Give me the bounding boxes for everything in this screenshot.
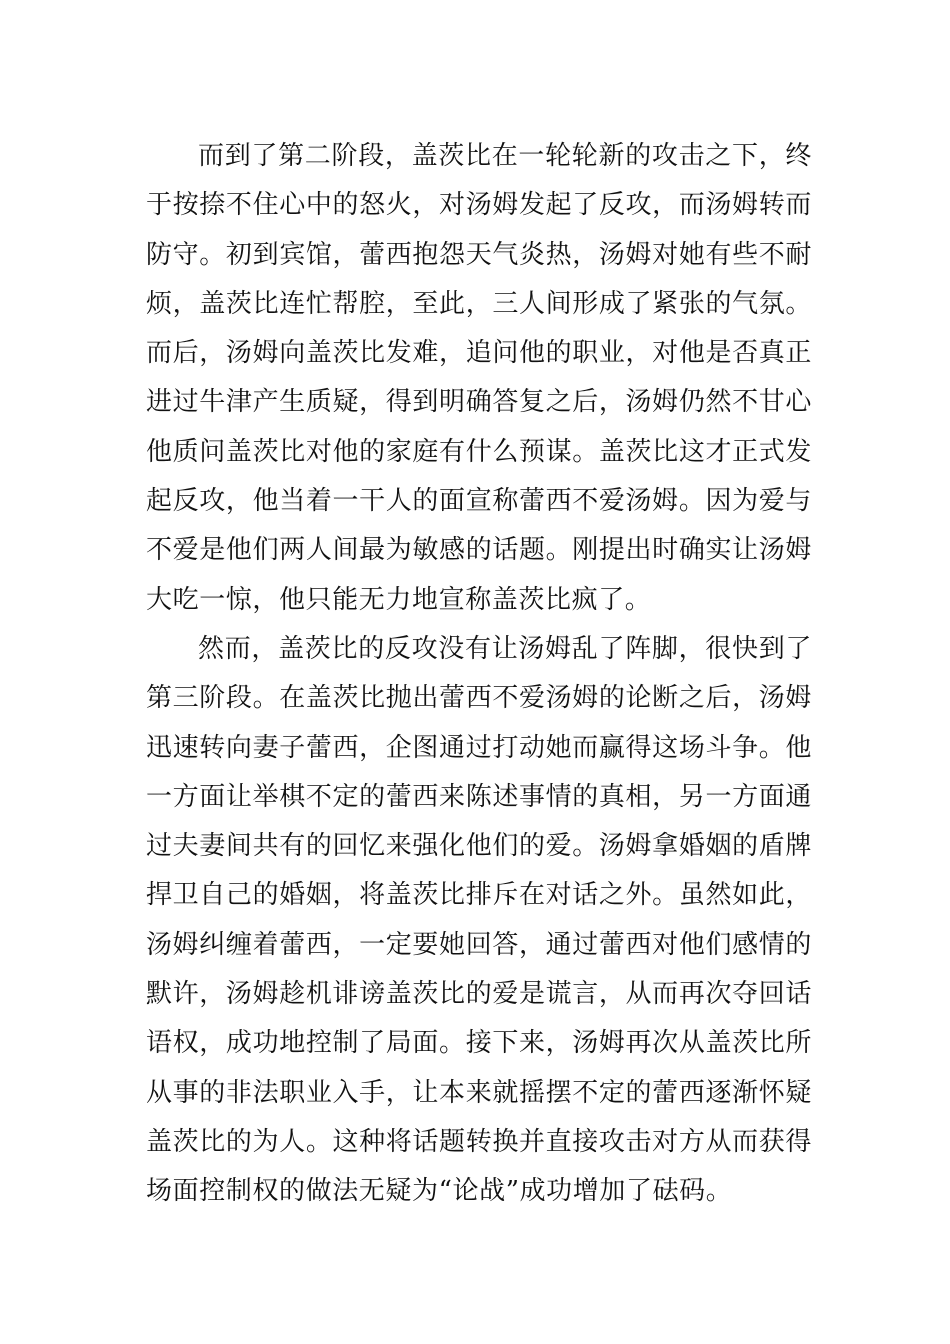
text-line: 语权，成功地控制了局面。接下来，汤姆再次从盖茨比所 <box>146 1028 812 1059</box>
body-text <box>146 132 812 1217</box>
text-line: 迅速转向妻子蕾西，企图通过打动她而赢得这场斗争。他 <box>146 732 812 763</box>
text-line: 烦，盖茨比连忙帮腔，至此，三人间形成了紧张的气氛。 <box>146 288 812 319</box>
text-line: 他质问盖茨比对他的家庭有什么预谋。盖茨比这才正式发 <box>146 436 812 467</box>
text-line: 捍卫自己的婚姻，将盖茨比排斥在对话之外。虽然如此， <box>146 880 812 911</box>
text-line: 过夫妻间共有的回忆来强化他们的爱。汤姆拿婚姻的盾牌 <box>146 831 812 862</box>
text-line: 不爱是他们两人间最为敏感的话题。刚提出时确实让汤姆 <box>146 535 812 566</box>
paragraph-2 <box>146 625 812 1217</box>
text-line: 大吃一惊，他只能无力地宣称盖茨比疯了。 <box>146 584 652 615</box>
text-line: 默许，汤姆趁机诽谤盖茨比的爱是谎言，从而再次夺回话 <box>146 979 812 1010</box>
text-line: 然而，盖茨比的反攻没有让汤姆乱了阵脚，很快到了 <box>198 633 812 664</box>
text-line: 进过牛津产生质疑，得到明确答复之后，汤姆仍然不甘心 <box>146 387 812 418</box>
text-line: 而到了第二阶段，盖茨比在一轮轮新的攻击之下，终 <box>198 141 812 171</box>
text-line: 场面控制权的做法无疑为“论战”成功增加了砝码。 <box>146 1176 733 1207</box>
paragraph-1 <box>146 132 812 625</box>
text-line: 一方面让举棋不定的蕾西来陈述事情的真相，另一方面通 <box>146 781 812 812</box>
text-line: 第三阶段。在盖茨比抛出蕾西不爱汤姆的论断之后，汤姆 <box>146 683 812 714</box>
text-line: 从事的非法职业入手，让本来就摇摆不定的蕾西逐渐怀疑 <box>146 1077 812 1108</box>
text-line: 于按捺不住心中的怒火，对汤姆发起了反攻，而汤姆转而 <box>146 190 812 221</box>
text-line: 而后，汤姆向盖茨比发难，追问他的职业，对他是否真正 <box>146 338 812 369</box>
text-line: 盖茨比的为人。这种将话题转换并直接攻击对方从而获得 <box>146 1126 812 1157</box>
text-line: 起反攻，他当着一干人的面宣称蕾西不爱汤姆。因为爱与 <box>146 486 812 517</box>
text-line: 防守。初到宾馆，蕾西抱怨天气炎热，汤姆对她有些不耐 <box>146 239 812 270</box>
text-line: 汤姆纠缠着蕾西，一定要她回答，通过蕾西对他们感情的 <box>146 929 812 960</box>
